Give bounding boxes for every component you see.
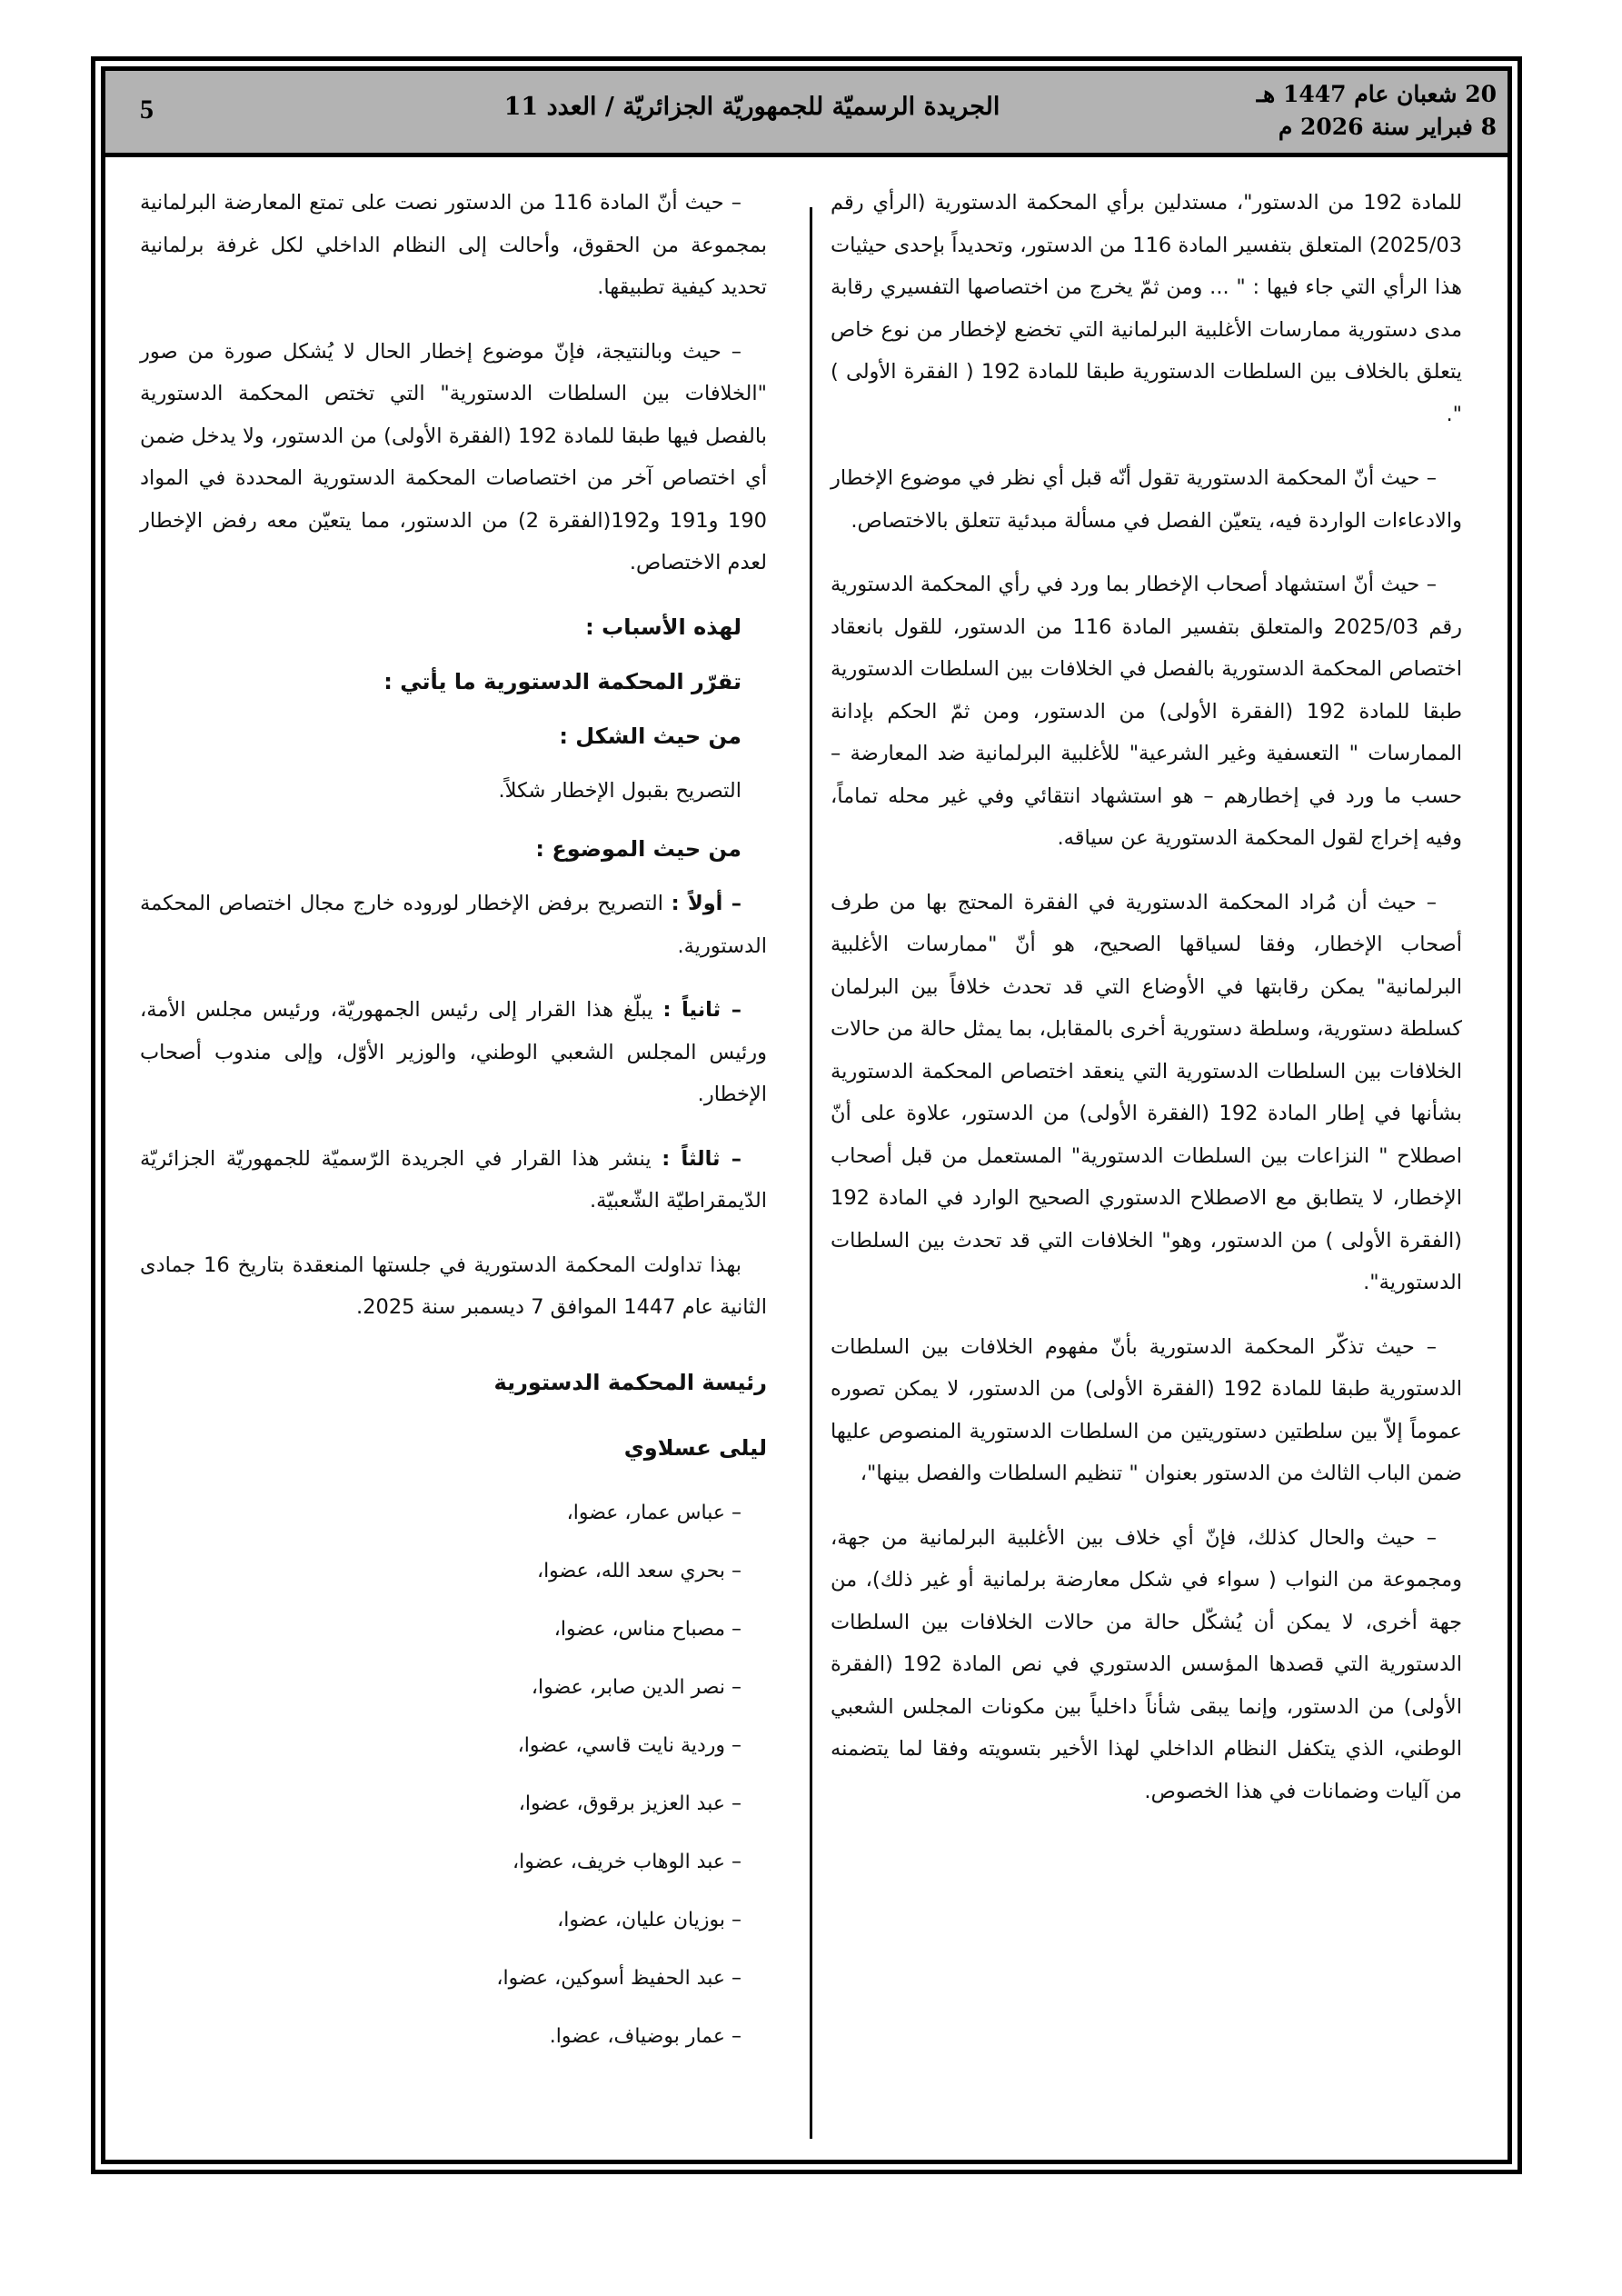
member-item: – بحري سعد الله، عضوا،: [536, 1559, 741, 1582]
member-item: – بوزيان عليان، عضوا،: [557, 1908, 741, 1932]
member-item: – عمار بوضياف، عضوا.: [549, 2024, 741, 2048]
ruling-third: [140, 1138, 767, 1223]
ruling-second: [140, 989, 767, 1116]
member-item: – عبد العزيز برقوق، عضوا،: [518, 1792, 741, 1815]
gregorian-date: 8 فبراير سنة 2026 م: [1278, 114, 1497, 140]
hijri-date: 20 شعبان عام 1447 هـ: [1256, 81, 1497, 107]
page-number: 5: [140, 95, 154, 125]
member-item: – نصر الدين صابر، عضوا،: [531, 1675, 741, 1699]
ruling-label: – أولاً :: [671, 892, 741, 915]
heading-court-decides: تقرّر المحكمة الدستورية ما يأتي :: [383, 668, 741, 694]
paragraph: – حيث تذكّر المحكمة الدستورية بأنّ مفهوم الخلافات بين السلطات الدستورية طبقا للمادة 192 (الفقرة الأولى) من الدستور، لا يمكن تصوره عموماً إلاّ بين سلطتين دستوريتين من السلطات الدستورية المنصوص عليها ضمن الباب الثالث من الدستور بعنوان " تنظيم السلطات والفصل بينها"،: [831, 1334, 1462, 1485]
page-frame-outer: [91, 56, 1522, 2174]
ruling-label: – ثانياً :: [662, 998, 741, 1022]
paragraph: – حيث أن مُراد المحكمة الدستورية في الفقرة المحتج بها من طرف أصحاب الإخطار، وفقا لسياقها الصحيح، هو أنّ "ممارسات الأغلبية البرلمانية" يمكن رقابتها في الأوضاع التي قد تحدث خلافاً بين البرلمان كسلطة دستورية، وسلطة دستورية أخرى بالمقابل، بما يمثل حالة من حالات الخلافات بين السلطات الدستورية التي ينعقد اختصاص المحكمة الدستورية بشأنها في إطار المادة 192 (الفقرة الأولى) من الدستور، علاوة على أنّ اصطلاح " النزاعات بين السلطات الدستورية" المستعمل من قبل أصحاب الإخطار، لا يتطابق مع الاصطلاح الدستوري الصحيح الوارد في المادة 192 (الفقرة الأولى ) من الدستور، وهو" الخلافات التي قد تحدث بين السلطات الدستورية".: [831, 890, 1462, 1294]
heading-substance: من حيث الموضوع :: [535, 836, 741, 862]
right-column: [831, 182, 1462, 1834]
paragraph: – حيث أنّ المحكمة الدستورية تقول أنّه قبل أي نظر في موضوع الإخطار والادعاءات الواردة فيه، يتعيّن الفصل في مسألة مبدئية تتعلق بالاختصاص.: [831, 466, 1462, 533]
ruling-text: ينشر هذا القرار في الجريدة الرّسميّة للجمهوريّة الجزائريّة الدّيمقراطيّة الشّعبيّة.: [140, 1146, 767, 1213]
ruling-label: – ثالثاً :: [662, 1146, 741, 1171]
heading-reasons: لهذه الأسباب :: [585, 614, 741, 640]
member-item: – مصباح مناس، عضوا،: [553, 1617, 741, 1641]
form-ruling: التصريح بقبول الإخطار شكلاً.: [498, 778, 741, 803]
page-header: [105, 71, 1508, 157]
member-item: – وردية نايت قاسي، عضوا،: [517, 1733, 741, 1757]
paragraph: – حيث وبالنتيجة، فإنّ موضوع إخطار الحال لا يُشكل صورة من صور "الخلافات بين السلطات الدستورية" التي تختص المحكمة الدستورية بالفصل فيها طبقا للمادة 192 (الفقرة الأولى) من الدستور، ولا يدخل ضمن أي اختصاص آخر من اختصاصات المحكمة الدستورية المحددة في المواد 190 و191 و192(الفقرة 2) من الدستور، مما يتعيّن معه رفض الإخطار لعدم الاختصاص.: [140, 339, 768, 574]
paragraph: – حيث أنّ المادة 116 من الدستور نصت على تمتع المعارضة البرلمانية بمجموعة من الحقوق، وأحالت إلى النظام الداخلي لكل غرفة برلمانية تحديد كيفية تطبيقها.: [140, 191, 767, 299]
member-item: – عباس عمار، عضوا،: [566, 1501, 741, 1524]
deliberation-statement: بهذا تداولت المحكمة الدستورية في جلستها المنعقدة بتاريخ 16 جمادى الثانية عام 1447 الموافق 7 ديسمبر سنة 2025.: [140, 1253, 767, 1319]
page-frame-inner: [101, 66, 1512, 2164]
signature-title: رئيسة المحكمة الدستورية: [493, 1369, 767, 1395]
ruling-first: [140, 883, 767, 967]
member-item: – عبد الوهاب خريف، عضوا،: [512, 1850, 741, 1873]
members-list: [140, 1492, 767, 2058]
ruling-text: يبلّغ هذا القرار إلى رئيس الجمهوريّة، ورئيس مجلس الأمة، ورئيس المجلس الشعبي الوطني، والوزير الأوّل، وإلى مندوب أصحاب الإخطار.: [140, 998, 767, 1106]
gazette-title: الجريدة الرسميّة للجمهوريّة الجزائريّة / العدد 11: [503, 93, 1000, 121]
column-divider: [810, 207, 812, 2139]
signature-name: ليلى عسلاوي: [623, 1434, 767, 1461]
paragraph: – حيث أنّ استشهاد أصحاب الإخطار بما ورد في رأي المحكمة الدستورية رقم 2025/03 والمتعلق بتفسير المادة 116 من الدستور، للقول بانعقاد اختصاص المحكمة الدستورية بالفصل في الخلافات بين السلطات الدستورية طبقا للمادة 192 (الفقرة الأولى) من الدستور، ومن ثمّ الحكم بإدانة الممارسات " التعسفية وغير الشرعية" للأغلبية البرلمانية ضد المعارضة – حسب ما ورد في إخطارهم – هو استشهاد انتقائي وفي غير محله تماماً، وفيه إخراج لقول المحكمة الدستورية عن سياقه.: [831, 573, 1463, 850]
member-item: – عبد الحفيظ أسوكين، عضوا،: [496, 1966, 741, 1990]
ruling-text: التصريح برفض الإخطار لوروده خارج مجال اختصاص المحكمة الدستورية.: [140, 892, 767, 958]
left-column: [140, 182, 767, 2074]
heading-form: من حيث الشكل :: [559, 723, 741, 749]
gazette-title-wrap: [105, 93, 1508, 121]
paragraph: للمادة 192 من الدستور"، مستدلين برأي المحكمة الدستورية (الرأي رقم 2025/03) المتعلق بتفسير المادة 116 من الدستور، وتحديداً بإحدى حيثيات هذا الرأي التي جاء فيها : " ... ومن ثمّ يخرج من اختصاصها التفسيري رقابة مدى دستورية ممارسات الأغلبية البرلمانية التي تخضع لإخطار من نوع خاص يتعلق بالخلاف بين السلطات الدستورية طبقا للمادة 192 ( الفقرة الأولى ) ".: [831, 191, 1463, 426]
paragraph: – حيث والحال كذلك، فإنّ أي خلاف بين الأغلبية البرلمانية من جهة، ومجموعة من النواب ( سواء في شكل معارضة برلمانية أو غير ذلك)، من جهة أخرى، لا يمكن أن يُشكّل حالة من حالات الخلافات بين السلطات الدستورية التي قصدها المؤسس الدستوري في نص المادة 192 (الفقرة الأولى) من الدستور، وإنما يبقى شأناً داخلياً بين مكونات المجلس الشعبي الوطني، الذي يتكفل النظام الداخلي لهذا الأخير بتسويته وفقا لما يتضمنه من آليات وضمانات في هذا الخصوص.: [831, 1525, 1462, 1803]
